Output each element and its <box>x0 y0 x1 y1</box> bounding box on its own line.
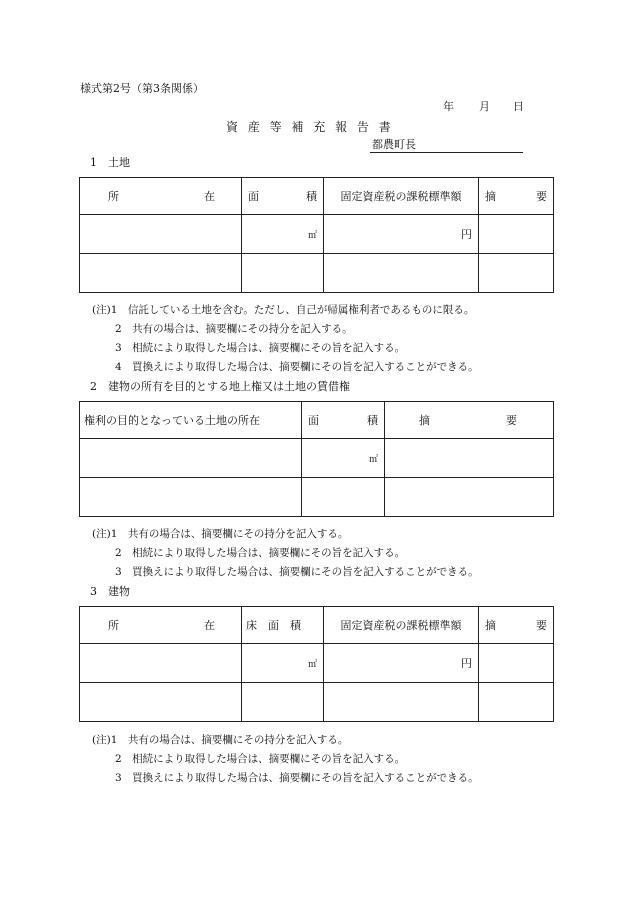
building-note-3: 3 買換えにより取得した場合は、摘要欄にその旨を記入することができる。 <box>115 772 479 784</box>
section-heading-superficies: 2 建物の所有を目的とする地上権又は土地の賃借権 <box>90 380 350 393</box>
header-floor-area: 床 面 積 <box>242 607 324 644</box>
superficies-note-2: 2 相続により取得した場合は、摘要欄にその旨を記入する。 <box>115 547 406 559</box>
cell-tax-base[interactable] <box>324 254 479 293</box>
cell-location[interactable] <box>80 215 242 254</box>
table-row <box>80 644 554 683</box>
superficies-note-3: 3 買換えにより取得した場合は、摘要欄にその旨を記入することができる。 <box>115 566 479 578</box>
building-note-1: (注)1 共有の場合は、摘要欄にその持分を記入する。 <box>92 734 349 746</box>
section-heading-building: 3 建物 <box>90 585 130 598</box>
cell-land-location[interactable] <box>80 478 302 517</box>
addressee: 都農町長 <box>372 138 416 151</box>
superficies-header-row <box>80 402 554 439</box>
date-month: 月 <box>479 100 490 113</box>
land-note-3: 3 相続により取得した場合は、摘要欄にその旨を記入する。 <box>115 342 406 354</box>
table-row <box>80 478 554 517</box>
header-location: 所 在 <box>80 178 242 215</box>
land-header-row <box>80 178 554 215</box>
header-area: 面 積 <box>242 178 324 215</box>
cell-location[interactable] <box>80 683 242 722</box>
cell-remarks[interactable] <box>385 478 554 517</box>
land-table <box>79 177 554 293</box>
cell-tax-base[interactable]: 円 <box>324 644 479 683</box>
cell-area[interactable]: ㎡ <box>242 215 324 254</box>
cell-location[interactable] <box>80 644 242 683</box>
building-note-2: 2 相続により取得した場合は、摘要欄にその旨を記入する。 <box>115 753 406 765</box>
cell-area[interactable] <box>242 254 324 293</box>
cell-floor-area[interactable] <box>242 683 324 722</box>
table-row <box>80 683 554 722</box>
cell-remarks[interactable] <box>479 215 554 254</box>
land-note-4: 4 買換えにより取得した場合は、摘要欄にその旨を記入することができる。 <box>115 361 479 373</box>
date-year: 年 <box>443 100 454 113</box>
superficies-table <box>79 401 554 517</box>
cell-remarks[interactable] <box>479 644 554 683</box>
cell-tax-base[interactable] <box>324 683 479 722</box>
cell-area[interactable] <box>302 478 385 517</box>
table-row <box>80 254 554 293</box>
header-tax-base: 固定資産税の課税標準額 <box>324 178 479 215</box>
date-day: 日 <box>513 100 524 113</box>
cell-tax-base[interactable]: 円 <box>324 215 479 254</box>
header-remarks: 摘 要 <box>385 402 554 439</box>
header-remarks: 摘 要 <box>479 607 554 644</box>
table-row <box>80 215 554 254</box>
header-remarks: 摘 要 <box>479 178 554 215</box>
superficies-note-1: (注)1 共有の場合は、摘要欄にその持分を記入する。 <box>92 528 349 540</box>
cell-area[interactable]: ㎡ <box>302 439 385 478</box>
cell-location[interactable] <box>80 254 242 293</box>
signature-line <box>370 152 523 153</box>
cell-land-location[interactable] <box>80 439 302 478</box>
header-location: 所 在 <box>80 607 242 644</box>
cell-remarks[interactable] <box>479 683 554 722</box>
building-table <box>79 606 554 722</box>
land-note-2: 2 共有の場合は、摘要欄にその持分を記入する。 <box>115 323 353 335</box>
cell-remarks[interactable] <box>385 439 554 478</box>
section-heading-land: 1 土地 <box>90 156 130 169</box>
land-note-1: (注)1 信託している土地を含む。ただし、自己が帰属権利者であるものに限る。 <box>92 304 475 316</box>
header-tax-base: 固定資産税の課税標準額 <box>324 607 479 644</box>
building-header-row <box>80 607 554 644</box>
header-area: 面 積 <box>302 402 385 439</box>
table-row <box>80 439 554 478</box>
cell-floor-area[interactable]: ㎡ <box>242 644 324 683</box>
document-title: 資 産 等 補 充 報 告 書 <box>226 120 394 134</box>
form-number: 様式第2号（第3条関係） <box>80 82 204 95</box>
cell-remarks[interactable] <box>479 254 554 293</box>
header-land-location: 権利の目的となっている土地の所在 <box>80 402 302 439</box>
